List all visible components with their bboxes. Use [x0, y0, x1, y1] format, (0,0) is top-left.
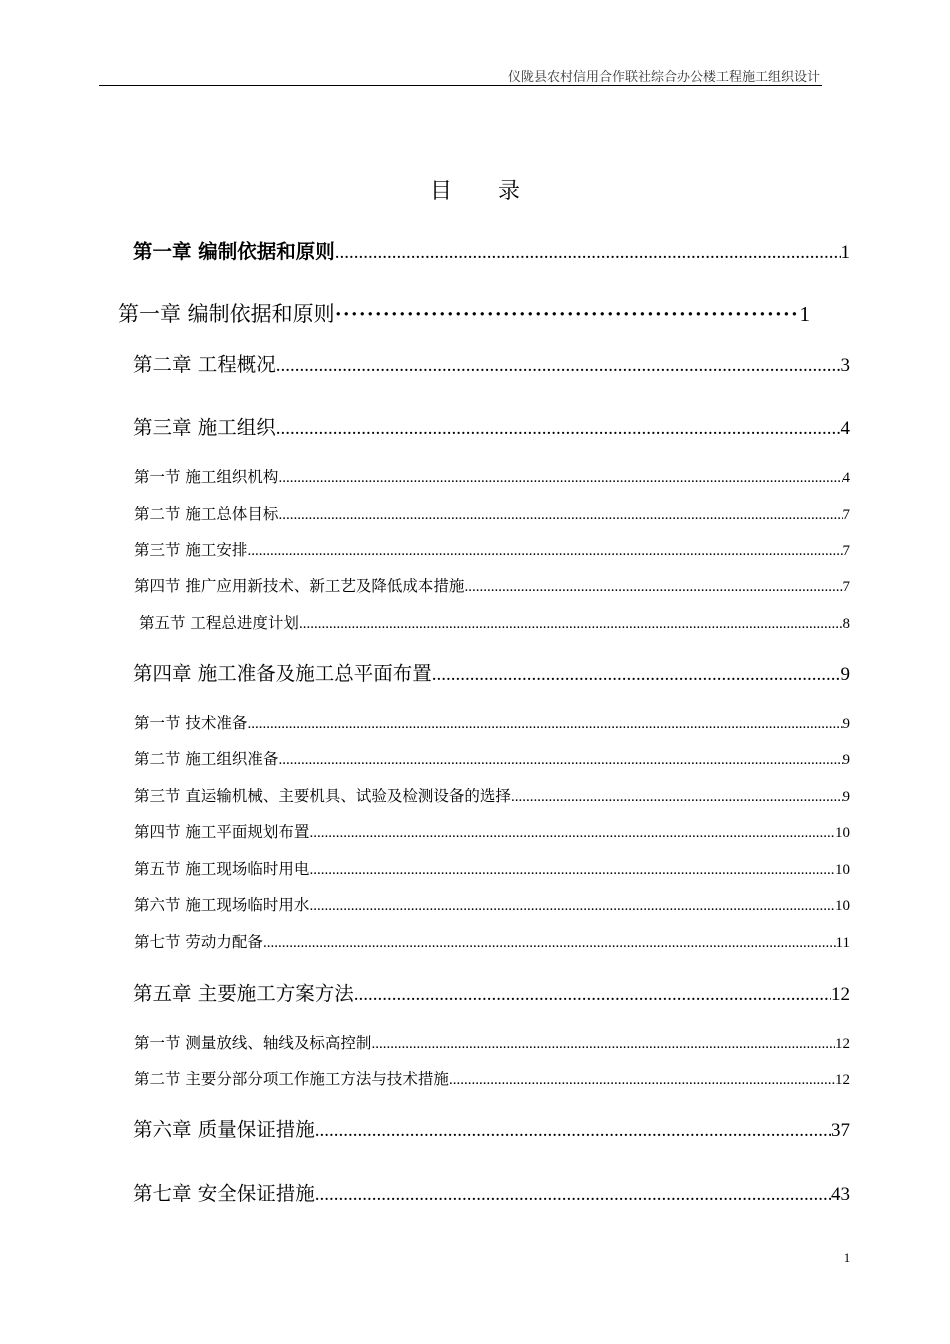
- toc-entry-chapter-2[interactable]: [133, 349, 850, 377]
- toc-entry-section[interactable]: [139, 611, 850, 633]
- toc-entry-label: 第四节 推广应用新技术、新工艺及降低成本措施: [134, 577, 465, 595]
- toc-entry-section[interactable]: [134, 784, 850, 806]
- toc-entry-label: 第四节 施工平面规划布置: [134, 823, 310, 841]
- dot-leader: [309, 825, 835, 842]
- toc-entry-page: 37: [831, 1120, 850, 1141]
- toc-entry-section[interactable]: [134, 574, 850, 596]
- toc-entry-page: 10: [835, 825, 850, 841]
- toc-entry-page: 3: [840, 355, 850, 376]
- toc-entry-label: 第四章 施工准备及施工总平面布置: [133, 662, 432, 685]
- dot-leader: [335, 242, 841, 264]
- toc-entry-label: 第一节 测量放线、轴线及标高控制: [134, 1034, 372, 1052]
- toc-entry-chapter-5[interactable]: [133, 978, 850, 1006]
- toc-entry-label: 第一节 技术准备: [134, 714, 248, 732]
- dot-leader: [464, 579, 842, 596]
- toc-entry-chapter-6[interactable]: [133, 1114, 850, 1142]
- toc-entry-page: 9: [840, 664, 850, 685]
- dot-leader: [278, 470, 842, 487]
- toc-entry-label: 第一章 编制依据和原则: [118, 302, 335, 326]
- toc-entry-page: 12: [831, 984, 850, 1005]
- toc-entry-chapter-4[interactable]: [133, 658, 850, 686]
- toc-entry-page: 7: [842, 543, 850, 559]
- dot-leader: [315, 1184, 831, 1206]
- toc-entry-label: 第二章 工程概况: [133, 353, 276, 376]
- page-number: 1: [843, 1250, 851, 1265]
- toc-entry-page: 4: [840, 418, 850, 439]
- toc-entry-chapter-1-alt[interactable]: [118, 298, 810, 328]
- toc-entry-label: 第五章 主要施工方案方法: [133, 982, 354, 1005]
- dot-leader: [276, 418, 841, 440]
- toc-entry-page: 7: [842, 507, 850, 523]
- dot-leader: [432, 664, 841, 686]
- toc-entry-page: 7: [842, 579, 850, 595]
- toc-entry-label: 第五节 工程总进度计划: [139, 614, 299, 632]
- toc-entry-page: 4: [842, 470, 850, 486]
- toc-entry-chapter-7[interactable]: [133, 1178, 850, 1206]
- dot-leader: [309, 862, 835, 879]
- toc-entry-page: 11: [835, 935, 850, 951]
- toc-entry-section[interactable]: [134, 857, 850, 879]
- dot-leader: [276, 355, 841, 377]
- toc-entry-section[interactable]: [134, 538, 850, 560]
- dot-leader: [371, 1036, 835, 1053]
- toc-entry-page: 10: [835, 862, 850, 878]
- toc-entry-label: 第二节 施工总体目标: [134, 505, 279, 523]
- toc-entry-label: 第一章 编制依据和原则: [133, 240, 335, 263]
- toc-entry-label: 第六章 质量保证措施: [133, 1118, 315, 1141]
- dot-leader: [247, 716, 842, 733]
- toc-entry-section[interactable]: [134, 893, 850, 915]
- toc-entry-chapter-1[interactable]: [133, 236, 850, 264]
- header-rule: [99, 85, 822, 86]
- toc-entry-section[interactable]: [134, 711, 850, 733]
- toc-entry-label: 第三节 直运输机械、主要机具、试验及检测设备的选择: [134, 787, 511, 805]
- toc-entry-label: 第七章 安全保证措施: [133, 1182, 315, 1205]
- toc-entry-page: 1: [840, 242, 850, 263]
- toc-entry-section[interactable]: [134, 930, 850, 952]
- dot-leader: [299, 616, 843, 633]
- dot-leader: [263, 935, 836, 952]
- toc-entry-label: 第一节 施工组织机构: [134, 468, 279, 486]
- toc-entry-section[interactable]: [134, 747, 850, 769]
- dot-leader: [278, 507, 842, 524]
- toc-entry-label: 第二节 主要分部分项工作施工方法与技术措施: [134, 1070, 449, 1088]
- dot-leader: [354, 984, 831, 1006]
- toc-entry-page: 12: [835, 1072, 850, 1088]
- dot-leader: [511, 789, 843, 806]
- dot-leader: [315, 1120, 831, 1142]
- toc-entry-label: 第三节 施工安排: [134, 541, 248, 559]
- dot-leader: [309, 898, 835, 915]
- toc-entry-section[interactable]: [134, 1067, 850, 1089]
- toc-entry-page: 9: [842, 752, 850, 768]
- dot-leader: [335, 302, 800, 327]
- dot-leader: [278, 752, 842, 769]
- toc-entry-section[interactable]: [134, 502, 850, 524]
- toc-entry-page: 9: [842, 789, 850, 805]
- toc-entry-page: 8: [842, 616, 850, 632]
- toc-entry-page: 43: [831, 1184, 850, 1205]
- toc-entry-label: 第六节 施工现场临时用水: [134, 896, 310, 914]
- toc-entry-section[interactable]: [134, 465, 850, 487]
- toc-entry-label: 第七节 劳动力配备: [134, 933, 263, 951]
- toc-entry-page: 12: [835, 1036, 850, 1052]
- dot-leader: [449, 1072, 835, 1089]
- toc-entry-page: 9: [842, 716, 850, 732]
- running-header: 仪陇县农村信用合作联社综合办公楼工程施工组织设计: [507, 70, 820, 85]
- toc-entry-section[interactable]: [134, 1031, 850, 1053]
- toc-entry-chapter-3[interactable]: [133, 412, 850, 440]
- toc-entry-page: 1: [799, 302, 810, 326]
- toc-entry-label: 第三章 施工组织: [133, 416, 276, 439]
- toc-entry-label: 第二节 施工组织准备: [134, 750, 279, 768]
- toc-entry-section[interactable]: [134, 820, 850, 842]
- toc-title: 目录: [429, 179, 566, 204]
- dot-leader: [247, 543, 842, 560]
- toc-entry-page: 10: [835, 898, 850, 914]
- toc-entry-label: 第五节 施工现场临时用电: [134, 860, 310, 878]
